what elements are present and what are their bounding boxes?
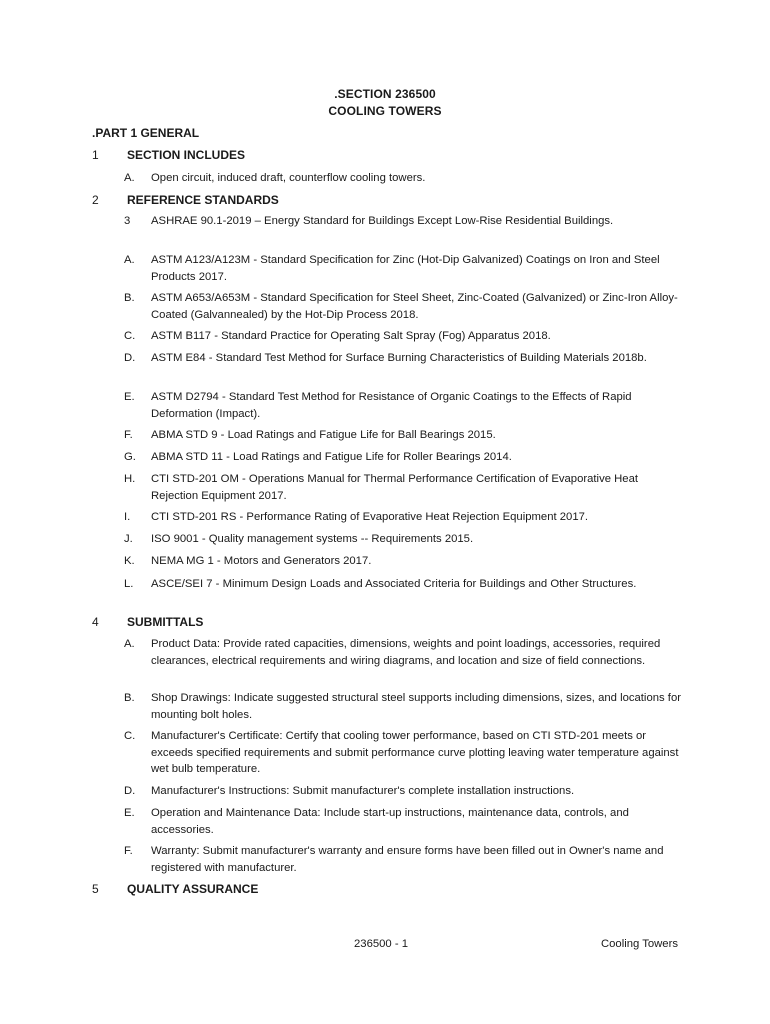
item-text: ASTM A123/A123M - Standard Specification for Zinc (Hot-Dip Galvanized) Coatings on Iron and Steel Products 2017. [151, 254, 660, 283]
item-text: ASTM E84 - Standard Test Method for Surface Burning Characteristics of Building Materials 2018b. [151, 352, 647, 364]
item-label: D. [124, 785, 136, 797]
article-number: 4 [92, 615, 99, 629]
item-text: CTI STD-201 RS - Performance Rating of Evaporative Heat Rejection Equipment 2017. [151, 511, 589, 523]
article-title: REFERENCE STANDARDS [127, 193, 279, 207]
item-text: ASTM A653/A653M - Standard Specification for Steel Sheet, Zinc-Coated (Galvanized) or Zinc-Iron Alloy-Coated (Galvannealed) by the Hot-Dip Process 2018. [151, 292, 678, 321]
item-label: D. [124, 352, 136, 364]
item-label: L. [124, 578, 134, 590]
item-label: A. [124, 254, 135, 266]
footer-section-title: Cooling Towers [600, 938, 678, 950]
item-label: E. [124, 807, 135, 819]
item-label: K. [124, 555, 135, 567]
article-number: 5 [92, 882, 99, 896]
section-title: COOLING TOWERS [328, 104, 442, 118]
item-text: ASCE/SEI 7 - Minimum Design Loads and Associated Criteria for Buildings and Other Structures. [151, 578, 637, 590]
item-label: F. [124, 845, 133, 857]
item-label: G. [124, 451, 136, 463]
section-number: .SECTION 236500 [334, 87, 436, 101]
item-label: F. [124, 429, 133, 441]
part-heading: .PART 1 GENERAL [92, 126, 200, 140]
item-text: CTI STD-201 OM - Operations Manual for Thermal Performance Certification of Evaporative Heat Rejection Equipment 2017. [151, 473, 639, 502]
item-text: ISO 9001 - Quality management systems -- Requirements 2015. [151, 533, 474, 545]
item-label: E. [124, 391, 135, 403]
item-text: Operation and Maintenance Data: Include start-up instructions, maintenance data, controls, and accessories. [151, 807, 629, 836]
article-title: SECTION INCLUDES [127, 148, 246, 162]
item-text: ABMA STD 9 - Load Ratings and Fatigue Life for Ball Bearings 2015. [151, 429, 496, 441]
item-label: A. [124, 638, 135, 650]
article-title: QUALITY ASSURANCE [127, 882, 259, 896]
article-title: SUBMITTALS [127, 615, 204, 629]
item-text: Shop Drawings: Indicate suggested structural steel supports including dimensions, sizes, and locations for mounting bolt holes. [151, 692, 681, 721]
item-text: ASHRAE 90.1-2019 – Energy Standard for Buildings Except Low-Rise Residential Buildings. [151, 215, 614, 227]
item-label: B. [124, 692, 135, 704]
item-label: I. [124, 511, 131, 523]
article-number: 2 [92, 193, 99, 207]
item-label: 3 [124, 215, 131, 227]
item-label: B. [124, 292, 135, 304]
item-label: J. [124, 533, 133, 545]
item-label: A. [124, 172, 135, 184]
item-label: C. [124, 330, 136, 342]
footer-page-number: 236500 - 1 [354, 938, 409, 950]
item-label: H. [124, 473, 136, 485]
article-number: 1 [92, 148, 99, 162]
item-label: C. [124, 730, 136, 742]
item-text: ASTM D2794 - Standard Test Method for Resistance of Organic Coatings to the Effects of Rapid Deformation (Impact). [151, 391, 632, 420]
item-text: Warranty: Submit manufacturer's warranty and ensure forms have been filled out in Owner's name and registered with manufacturer. [151, 845, 664, 874]
item-text: Open circuit, induced draft, counterflow cooling towers. [151, 172, 426, 184]
item-text: Manufacturer's Instructions: Submit manufacturer's complete installation instructions. [151, 785, 575, 797]
item-text: NEMA MG 1 - Motors and Generators 2017. [151, 555, 372, 567]
item-text: ASTM B117 - Standard Practice for Operating Salt Spray (Fog) Apparatus 2018. [151, 330, 551, 342]
item-text: Manufacturer's Certificate: Certify that cooling tower performance, based on CTI STD-201 meets or exceeds specified requirements and submit performance curve plotting leaving water temperature against wet bulb temperature. [151, 730, 679, 775]
item-text: ABMA STD 11 - Load Ratings and Fatigue Life for Roller Bearings 2014. [151, 451, 512, 463]
item-text: Product Data: Provide rated capacities, dimensions, weights and point loadings, accessories, required clearances, electrical requirements and wiring diagrams, and location and size of field connections. [151, 638, 661, 667]
